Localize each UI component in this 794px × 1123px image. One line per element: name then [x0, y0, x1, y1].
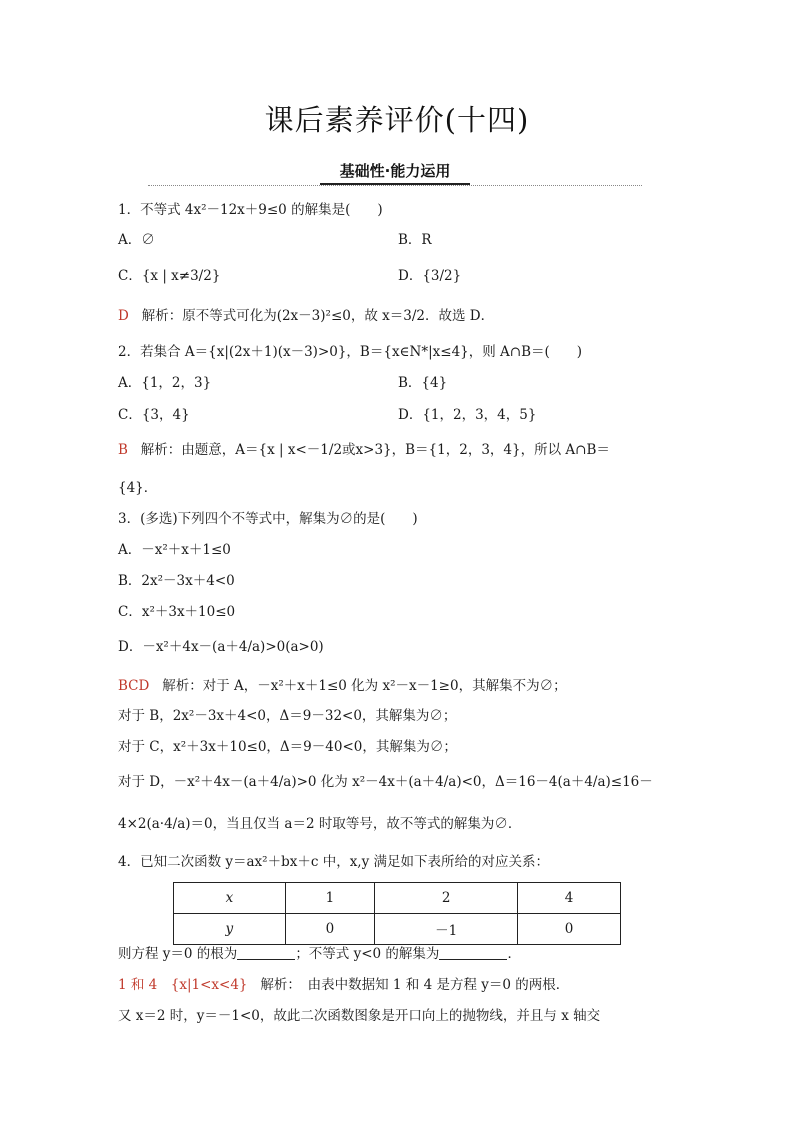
q3-option-a: A．－x²＋x＋1≤0 — [118, 542, 231, 558]
q1-explanation — [118, 306, 494, 326]
answer-blank-2[interactable] — [439, 945, 507, 960]
q3-answer: BCD — [118, 678, 150, 694]
q1-option-a: A．∅ — [118, 232, 155, 248]
q4-explanation-text: 解析： 由表中数据知 1 和 4 是方程 y＝0 的两根． — [260, 977, 570, 993]
q1-option-d: D．{3/2} — [398, 268, 462, 284]
q3-explanation — [118, 676, 567, 696]
table-cell: 0 — [285, 914, 374, 945]
q1-explanation-text: 解析：原不等式可化为(2x－3)²≤0，故 x＝3/2．故选 D． — [141, 308, 495, 324]
table-cell: 0 — [518, 914, 621, 945]
q1-answer: D — [118, 308, 129, 324]
page-title: 课后素养评价(十四) — [264, 103, 530, 137]
section-underline — [320, 183, 470, 185]
section-divider — [148, 185, 642, 186]
q3-explanation-d: 对于 D，－x²＋4x－(a＋4/a)>0 化为 x²－4x＋(a＋4/a)<0，Δ＝16－4(a＋4/a)≤16－ — [118, 774, 653, 790]
q3-option-c: C．x²＋3x＋10≤0 — [118, 604, 236, 620]
q3-explanation-b: 对于 B，2x²－3x＋4<0，Δ＝9－32<0，其解集为∅； — [118, 708, 457, 724]
section-header — [148, 160, 642, 186]
q4-blanks — [118, 944, 521, 964]
table-cell: 1 — [285, 883, 374, 914]
q2-option-b: B．{4} — [398, 375, 448, 391]
q4-explanation-cont: 又 x＝2 时，y＝－1<0，故此二次函数图象是开口向上的抛物线，并且与 x 轴交 — [118, 1008, 601, 1024]
q4-ask-c: ． — [507, 946, 521, 962]
table-row — [174, 914, 621, 945]
table-cell: －1 — [375, 914, 518, 945]
q2-explanation-cont: {4}． — [118, 480, 158, 496]
q3-option-b: B．2x²－3x＋4<0 — [118, 573, 235, 589]
table-cell: x — [174, 883, 286, 914]
q1-option-c: C．{x | x≠3/2} — [118, 268, 221, 284]
q3-explanation-d-cont: 4×2(a·4/a)＝0，当且仅当 a＝2 时取等号，故不等式的解集为∅． — [118, 816, 522, 832]
q3-option-d: D．－x²＋4x－(a＋4/a)>0(a>0) — [118, 639, 324, 655]
q3-explanation-text: 解析：对于 A，－x²＋x＋1≤0 化为 x²－x－1≥0，其解集不为∅； — [162, 678, 567, 694]
q1-stem: 1．不等式 4x²－12x＋9≤0 的解集是( ) — [118, 202, 383, 218]
q3-explanation-c: 对于 C，x²＋3x＋10≤0，Δ＝9－40<0，其解集为∅； — [118, 739, 457, 755]
q2-stem: 2．若集合 A＝{x|(2x＋1)(x－3)>0}，B＝{x∈N*|x≤4}，则 A∩B＝( ) — [118, 344, 583, 360]
q2-option-a: A．{1，2，3} — [118, 375, 212, 391]
q3-stem: 3．(多选)下列四个不等式中，解集为∅的是( ) — [118, 511, 418, 527]
section-title: 基础性·能力运用 — [339, 162, 451, 180]
answer-blank-1[interactable] — [237, 945, 295, 960]
q2-option-c: C．{3，4} — [118, 407, 190, 423]
q4-explanation — [118, 975, 569, 995]
q4-stem: 4．已知二次函数 y＝ax²＋bx＋c 中，x,y 满足如下表所给的对应关系： — [118, 854, 550, 870]
q4-ask-a: 则方程 y＝0 的根为 — [118, 946, 238, 962]
q4-ask-b: ；不等式 y<0 的解集为 — [295, 946, 440, 962]
q2-answer: B — [118, 442, 128, 458]
table-cell: 2 — [375, 883, 518, 914]
table-cell: y — [174, 914, 286, 945]
q1-option-b: B．R — [398, 232, 432, 248]
q2-explanation — [118, 440, 610, 460]
table-cell: 4 — [518, 883, 621, 914]
q4-answer: 1 和 4 {x|1<x<4} — [118, 977, 248, 993]
q2-option-d: D．{1，2，3，4，5} — [398, 407, 537, 423]
q4-value-table — [173, 882, 621, 945]
table-row — [174, 883, 621, 914]
q2-explanation-text: 解析：由题意，A＝{x | x<－1/2或x>3}，B＝{1，2，3，4}，所以 A∩B＝ — [140, 442, 610, 458]
